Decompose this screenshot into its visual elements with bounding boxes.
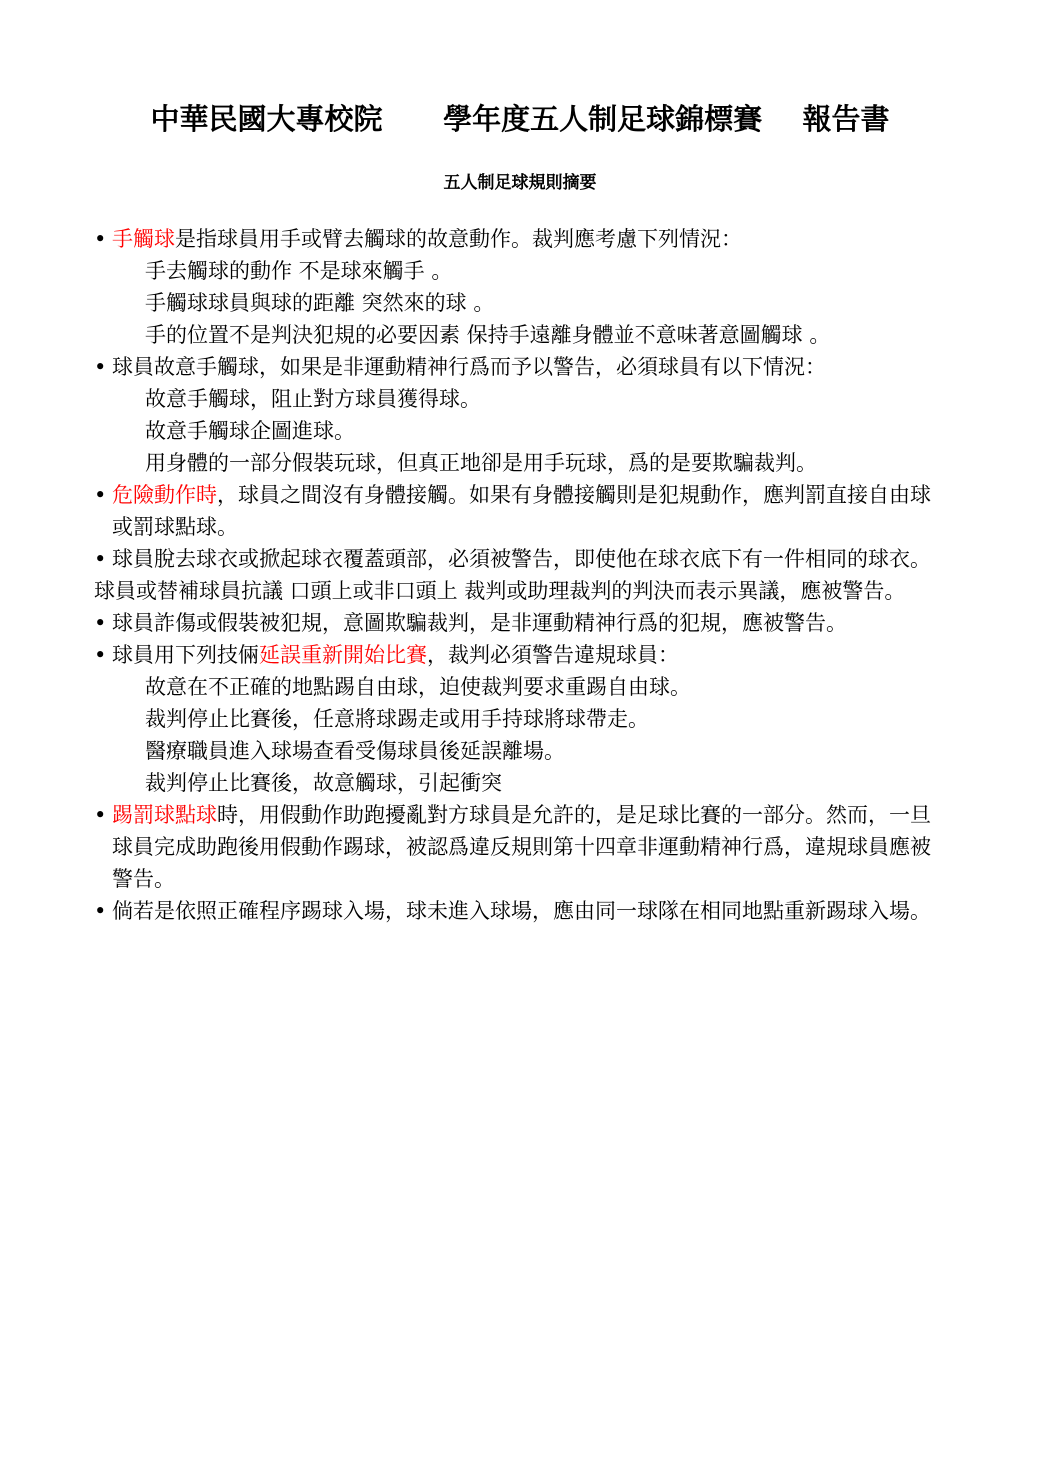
item-text: 倘若是依照正確程序踢球入場，球未進入球場，應由同一球隊在相同地點重新踢球入場。 <box>112 899 931 923</box>
item-text: 時，用假動作助跑擾亂對方球員是允許的，是足球比賽的一部分。然而，一旦球員完成助跑後用假動作踢球，被認爲違反規則第十四章非運動精神行爲，違規球員應被警告。 <box>112 803 931 891</box>
item-text: ，球員之間沒有身體接觸。如果有身體接觸則是犯規動作，應判罰直接自由球或罰球點球。 <box>112 483 931 539</box>
sub-item: 故意手觸球，阻止對方球員獲得球。 <box>145 387 481 411</box>
highlight-term: 延誤重新開始比賽 <box>259 643 427 667</box>
bullet-icon: • <box>94 803 107 827</box>
item-text: 球員故意手觸球，如果是非運動精神行爲而予以警告，必須球員有以下情況： <box>112 355 826 379</box>
sub-item: 手的位置不是判決犯規的必要因素 保持手遠離身體並不意味著意圖觸球 。 <box>145 323 831 347</box>
sub-item: 手去觸球的動作 不是球來觸手 。 <box>145 259 453 283</box>
rules-summary <box>94 223 946 927</box>
highlight-term: 手觸球 <box>112 227 175 251</box>
sub-item: 故意手觸球企圖進球。 <box>145 419 355 443</box>
list-item-penalty-kick <box>94 799 946 895</box>
list-item-intentional-handball <box>94 351 946 383</box>
highlight-term: 踢罰球點球 <box>112 803 217 827</box>
sub-item: 裁判停止比賽後，任意將球踢走或用手持球將球帶走。 <box>145 707 649 731</box>
item-text: 球員脫去球衣或掀起球衣覆蓋頭部，必須被警告，即使他在球衣底下有一件相同的球衣。 <box>112 547 931 571</box>
item-text: 球員詐傷或假裝被犯規，意圖欺騙裁判，是非運動精神行爲的犯規，應被警告。 <box>112 611 847 635</box>
item-text: 是指球員用手或臂去觸球的故意動作。裁判應考慮下列情況： <box>175 227 742 251</box>
bullet-icon: • <box>94 547 107 571</box>
list-item-delaying-restart <box>94 639 946 671</box>
bullet-icon: • <box>94 483 107 507</box>
list-item-kick-in <box>94 895 946 927</box>
sub-item: 手觸球球員與球的距離 突然來的球 。 <box>145 291 495 315</box>
sub-item: 用身體的一部分假裝玩球，但真正地卻是用手玩球，爲的是要欺騙裁判。 <box>145 451 817 475</box>
bullet-icon: • <box>94 643 107 667</box>
highlight-term: 危險動作時 <box>112 483 217 507</box>
page-title: 中華民國大專校院 學年度五人制足球錦標賽 報告書 <box>150 102 890 136</box>
sub-item: 裁判停止比賽後，故意觸球，引起衝突 <box>145 771 502 795</box>
list-item-handball <box>94 223 946 255</box>
bullet-icon: • <box>94 227 107 251</box>
bullet-icon: • <box>94 355 107 379</box>
sub-item: 醫療職員進入球場查看受傷球員後延誤離場。 <box>145 739 565 763</box>
item-text: ，裁判必須警告違規球員： <box>427 643 679 667</box>
page-subtitle: 五人制足球規則摘要 <box>443 173 597 193</box>
list-item-dangerous-play <box>94 479 946 543</box>
paragraph-dissent: 球員或替補球員抗議 口頭上或非口頭上 裁判或助理裁判的判決而表示異議，應被警告。 <box>94 579 906 603</box>
item-text: 球員用下列技倆 <box>112 643 259 667</box>
list-item-simulation <box>94 607 946 639</box>
bullet-icon: • <box>94 899 107 923</box>
sub-item: 故意在不正確的地點踢自由球，迫使裁判要求重踢自由球。 <box>145 675 691 699</box>
bullet-icon: • <box>94 611 107 635</box>
list-item-removing-shirt <box>94 543 946 575</box>
